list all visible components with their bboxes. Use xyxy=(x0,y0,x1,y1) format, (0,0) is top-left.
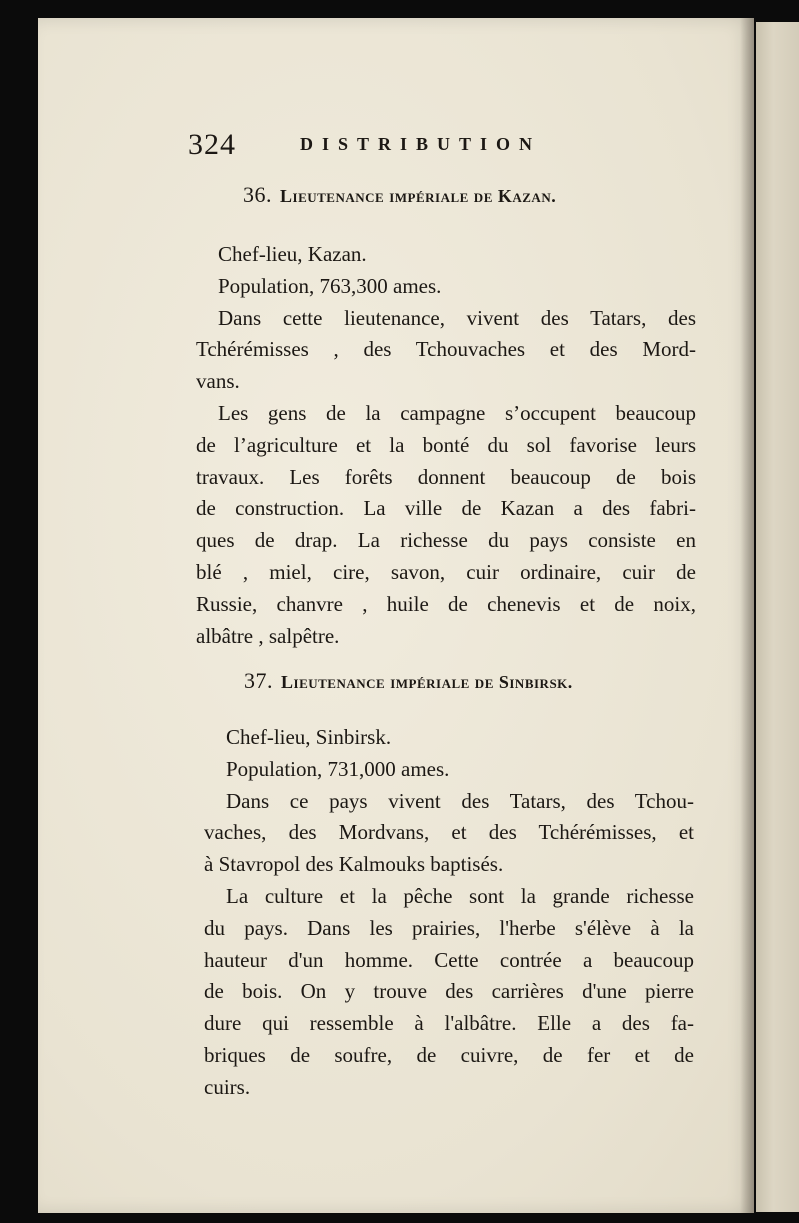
text-line: briques de soufre, de cuivre, de fer et de xyxy=(204,1042,694,1067)
text-line: à Stavropol des Kalmouks baptisés. xyxy=(204,852,504,877)
running-title: DISTRIBUTION xyxy=(300,134,542,154)
text-line: Russie, chanvre , huile de chenevis et de noix, xyxy=(196,591,696,616)
text-line: Population, 763,300 ames. xyxy=(218,273,442,298)
text-line: La culture et la pêche sont la grande richesse xyxy=(226,883,694,908)
text-line: vans. xyxy=(196,369,240,394)
text-line: Les gens de la campagne s’occupent beaucoup xyxy=(218,400,696,425)
text-line: de construction. La ville de Kazan a des fabri- xyxy=(196,496,696,521)
text-line: albâtre , salpêtre. xyxy=(196,623,340,648)
text-line: Dans ce pays vivent des Tatars, des Tchou- xyxy=(226,788,694,813)
section-37-title: Lieutenance impériale de Sinbirsk. xyxy=(281,672,573,692)
page-header xyxy=(188,128,588,168)
section-36-heading xyxy=(243,182,556,208)
text-line: ques de drap. La richesse du pays consiste en xyxy=(196,528,696,553)
text-line: Chef-lieu, Kazan. xyxy=(218,242,367,266)
text-line: de l’agriculture et la bonté du sol favorise leurs xyxy=(196,432,696,457)
text-line: Dans cette lieutenance, vivent des Tatars, des xyxy=(218,305,696,330)
text-line: Population, 731,000 ames. xyxy=(226,756,450,781)
page-number: 324 xyxy=(188,128,236,161)
text-line: Chef-lieu, Sinbirsk. xyxy=(226,725,392,749)
text-line: Tchérémisses , des Tchouvaches et des Mord- xyxy=(196,337,696,362)
section-37-number: 37. xyxy=(244,668,273,693)
section-37-heading xyxy=(244,668,573,694)
text-line: de bois. On y trouve des carrières d'une pierre xyxy=(204,979,694,1004)
text-line: dure qui ressemble à l'albâtre. Elle a des fa- xyxy=(204,1011,694,1036)
facing-page-edge xyxy=(756,22,799,1212)
text-line: cuirs. xyxy=(204,1074,251,1099)
section-36-body xyxy=(196,239,696,652)
text-line: du pays. Dans les prairies, l'herbe s'élève à la xyxy=(204,915,694,940)
section-36-number: 36. xyxy=(243,182,272,207)
section-37-body xyxy=(204,722,694,1104)
section-36-title: Lieutenance impériale de Kazan. xyxy=(280,186,557,206)
text-line: vaches, des Mordvans, et des Tchérémisses, et xyxy=(204,820,694,845)
text-line: hauteur d'un homme. Cette contrée a beaucoup xyxy=(204,947,694,972)
text-line: blé , miel, cire, savon, cuir ordinaire, cuir de xyxy=(196,559,696,584)
text-line: travaux. Les forêts donnent beaucoup de bois xyxy=(196,464,696,489)
page-gutter-shadow xyxy=(740,18,754,1213)
